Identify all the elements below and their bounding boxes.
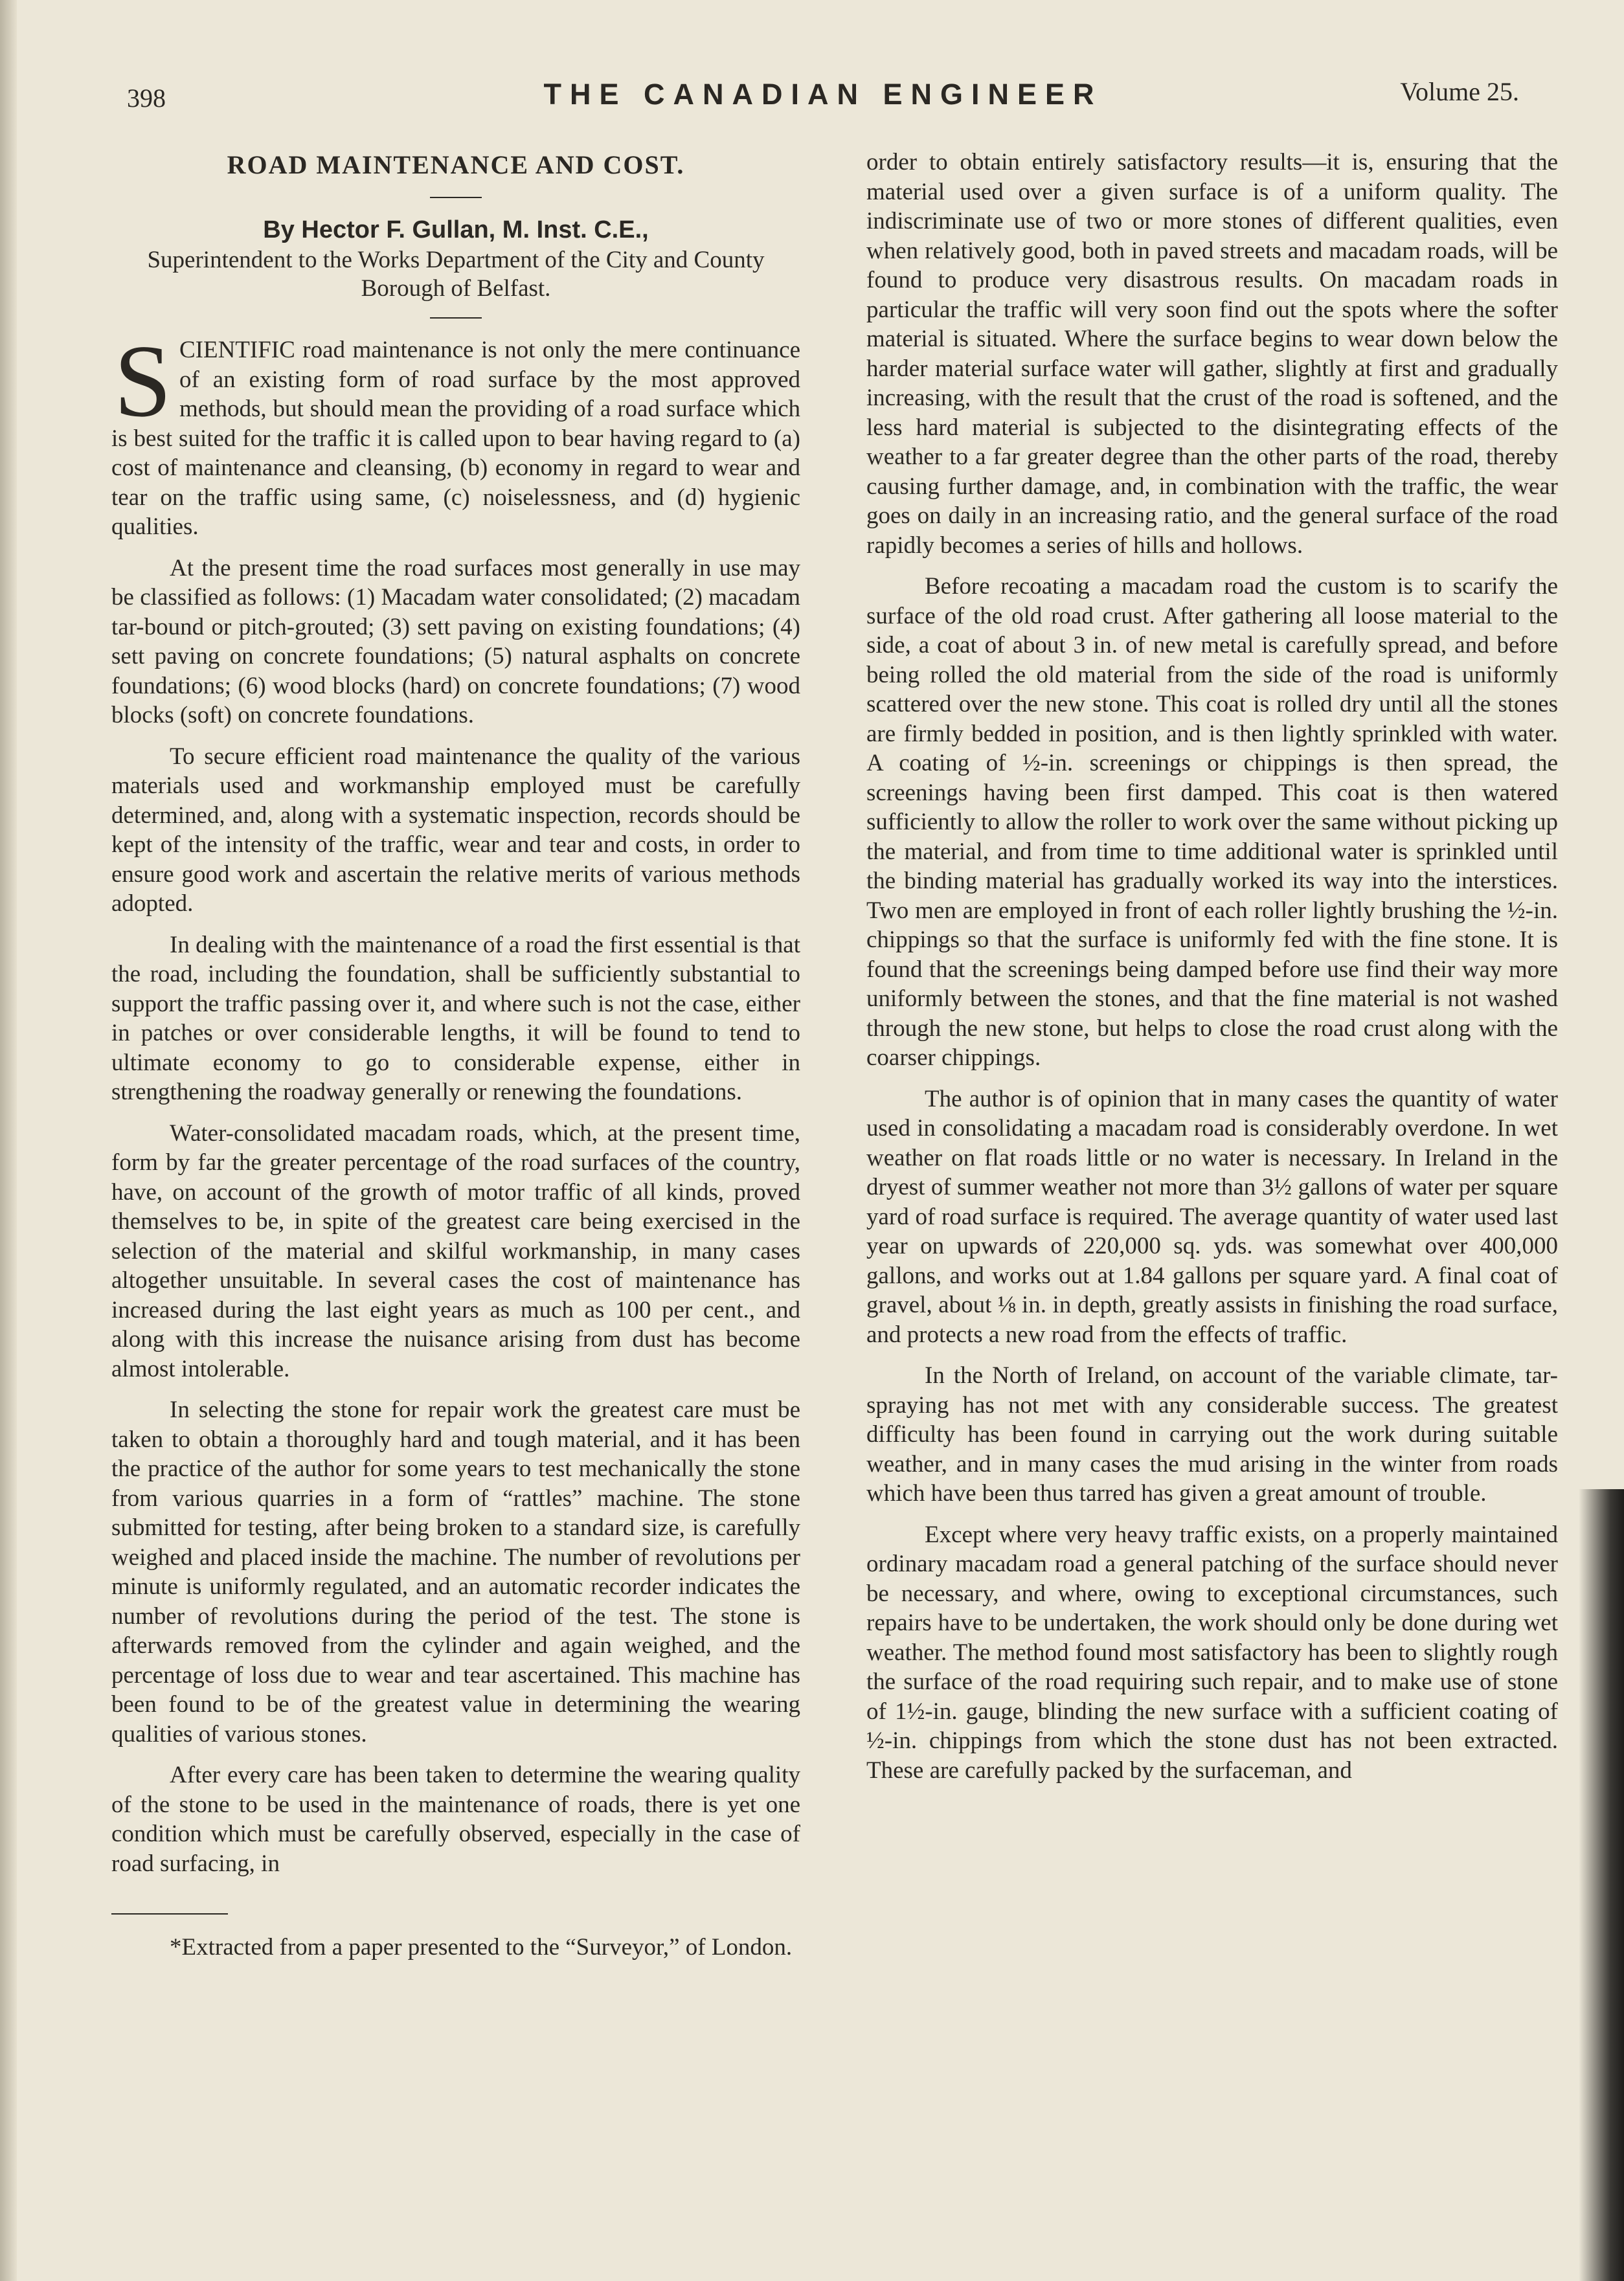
running-header: [127, 70, 1519, 115]
drop-cap: S: [114, 323, 172, 438]
footnote: *Extracted from a paper presented to the “Surveyor,” of London.: [170, 1934, 793, 1961]
volume-label: Volume 25.: [1400, 77, 1519, 106]
article-title: ROAD MAINTENANCE AND COST.: [227, 150, 685, 179]
byline-divider: [430, 317, 482, 319]
paragraph-text: CIENTIFIC road maintenance is not only the mere continuance of an existing form of road surface by the most approved methods, but should mean the providing of a road surface which is best suited for the traffic it is called upon to bear having regard to (a) cost of maintenance and cleansing, (b) economy in regard to wear and tear on the traffic using same, (c) noiselessness, and (d) hygienic qualities.: [111, 337, 800, 540]
paragraph: [111, 323, 800, 542]
footnote-divider: [111, 1913, 228, 1915]
right-column: [866, 148, 1558, 1797]
paragraph: In the North of Ireland, on account of the variable climate, tar-spraying has not met with any considerable success. The greatest difficulty has been found in carrying out the work during suitable weather, and in many cases the mud arising in the winter from roads which have been thus tarred has given a great amount of trouble.: [866, 1362, 1558, 1507]
author-byline: By Hector F. Gullan, M. Inst. C.E.,: [263, 216, 649, 243]
paragraph: After every care has been taken to determine the wearing quality of the stone to be used in the maintenance of roads, there is yet one condition which must be carefully observed, especially in the case of road surfacing, in: [111, 1762, 800, 1877]
left-column: [111, 149, 800, 1962]
paragraph: Except where very heavy traffic exists, on a properly maintained ordinary macadam road a general patching of the surface should never be necessary, and where, owing to exceptional circumstances, such repairs have to be undertaken, the work should only be done during wet weather. The method found most satisfactory has been to slightly rough the surface of the road requiring such repair, and to make use of stone of 1½-in. gauge, blinding the new surface with a sufficient coating of ½-in. chippings from which the stone dust has not been extracted. These are carefully packed by the surfaceman, and: [866, 1521, 1558, 1784]
paragraph: Water-consolidated macadam roads, which, at the present time, form by far the greater percentage of the road surfaces of the country, have, on account of the growth of motor traffic of all kinds, proved themselves to be, in spite of the greatest care being exercised in the selection of the material and skilful workmanship, in many cases altogether unsuitable. In several cases the cost of maintenance has increased during the last eight years as much as 100 per cent., and along with this increase the nuisance arising from dust has become almost intolerable.: [111, 1119, 800, 1382]
paragraph: Before recoating a macadam road the custom is to scarify the surface of the old road crust. After gathering all loose material to the side, a coat of about 3 in. of new metal is carefully spread, and before being rolled the old material from the side of the road is uniformly scattered over the new stone. This coat is rolled dry until all the stones are firmly bedded in position, and is then lightly sprinkled with water. A coating of ½-in. screenings or chippings is then spread, the screenings having been first damped. This coat is then watered sufficiently to allow the roller to work over the same without picking up the material, and from time to time additional water is sprinkled until the binding material has gradually worked its way into the interstices. Two men are employed in front of each roller lightly brushing the ½-in. chippings so that the surface is uniformly fed with the fine stone. It is found that the screenings being damped before use find their way more uniformly between the stones, and that the fine material is not washed through the new stone, but helps to close the road crust along with the coarser chippings.: [866, 573, 1558, 1071]
paragraph: order to obtain entirely satisfactory results—it is, ensuring that the material used over a given surface is of a uniform quality. The indiscriminate use of two or more stones of different qualities, even when relatively good, both in paved streets and macadam roads, will be found to produce very disastrous results. On macadam roads in particular the traffic will very soon find out the spots where the softer material is situated. Where the surface begins to wear down below the harder material surface water will gather, slightly at first and gradually increasing, with the result that the crust of the road is softened, and the less hard material is subjected to the disintegrating effects of the weather to a far greater degree than the other parts of the road, thereby causing further damage, and, in combination with the traffic, the wear goes on daily in an increasing ratio, and the general surface of the road rapidly becomes a series of hills and hollows.: [866, 149, 1558, 559]
paragraph: In selecting the stone for repair work the greatest care must be taken to obtain a thoroughly hard and tough material, and it has been the practice of the author for some years to test mechanically the stone from various quarries in a form of “rattles” machine. The stone submitted for testing, after being broken to a standard size, is carefully weighed and placed inside the machine. The number of revolutions per minute is uniformly regulated, and an automatic recorder indicates the number of revolutions during the period of the test. The stone is afterwards removed from the cylinder and again weighed, and the percentage of loss due to wear and tear ascertained. This machine has been found to be of the greatest value in determining the wearing qualities of various stones.: [111, 1397, 800, 1747]
paragraph: To secure efficient road maintenance the quality of the various materials used and workmanship employed must be carefully determined, and, along with a systematic inspection, records should be kept of the intensity of the traffic, wear and tear and costs, in order to ensure good work and ascertain the relative merits of various methods adopted.: [111, 743, 800, 917]
paragraph: In dealing with the maintenance of a road the first essential is that the road, including the foundation, shall be sufficiently substantial to support the traffic passing over it, and where such is not the case, either in patches or over considerable lengths, it will be found to tend to ultimate economy to go to considerable expense, either in strengthening the roadway generally or renewing the foundations.: [111, 931, 801, 1105]
paragraph: The author is of opinion that in many cases the quantity of water used in consolidating a macadam road is considerably overdone. In wet weather on flat roads little or no water is necessary. In Ireland in the dryest of summer weather not more than 3½ gallons of water per square yard of road surface is required. The average quantity of water used last year on upwards of 220,000 sq. yds. was somewhat over 400,000 gallons, and works out at 1.84 gallons per square yard. A final coat of gravel, about ⅛ in. in depth, greatly assists in finishing the road surface, and protects a new road from the effects of traffic.: [866, 1085, 1558, 1348]
journal-title: THE CANADIAN ENGINEER: [543, 78, 1103, 111]
page-edge-shadow: [0, 0, 17, 2281]
page-curl-shadow: [1579, 1489, 1624, 2281]
paragraph: At the present time the road surfaces most generally in use may be classified as follows: (1) Macadam water consolidated; (2) macadam tar-bound or pitch-grouted; (3) sett paving on existing foundations; (4) sett paving on concrete foundations; (5) natural asphalts on concrete foundations; (6) wood blocks (hard) on concrete foundations; (7) wood blocks (soft) on concrete foundations.: [111, 554, 800, 728]
page-number: 398: [127, 84, 166, 113]
author-affiliation: Superintendent to the Works Department of the City and County Borough of Belfast.: [147, 247, 765, 302]
title-divider: [430, 197, 482, 198]
